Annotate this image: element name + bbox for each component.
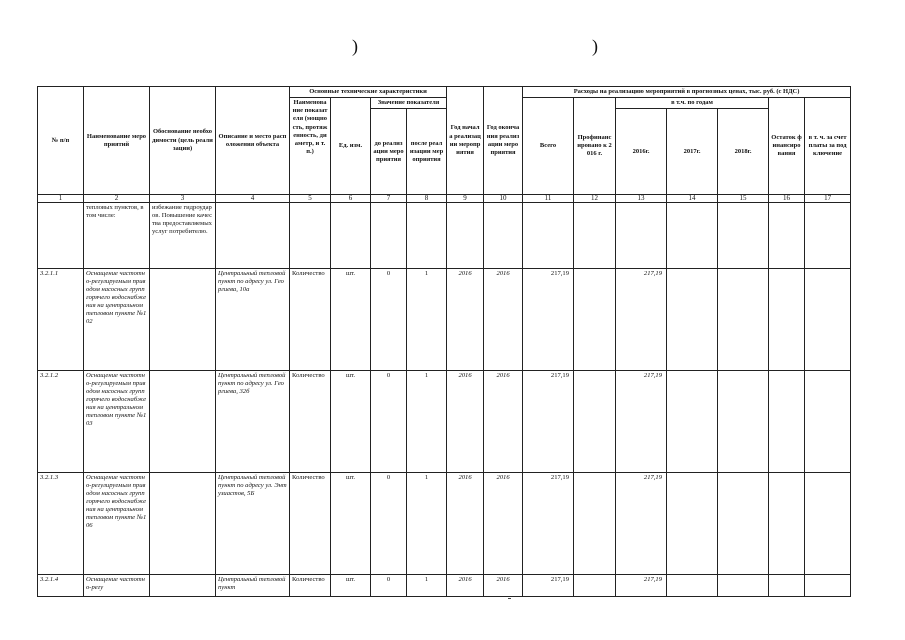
header-year-2018: 2018г. <box>718 109 769 195</box>
header-reason: Обоснование необходимости (цель реализации) <box>150 87 216 195</box>
header-name: Наименование мероприятий <box>84 87 150 195</box>
row-after: 1 <box>407 269 447 371</box>
header-year-start: Год начала реализации мероприятия <box>447 87 484 195</box>
scan-speck <box>508 598 511 599</box>
table-row <box>38 269 851 371</box>
row-name: Оснащение частотно-регулируемым приводом насосных групп горячего водоснабжения на центральном тепловом пункте №106 <box>84 473 150 575</box>
row-location: Центральный тепловой пункт по адресу ул. Георгиева, 10а <box>216 269 290 371</box>
column-number: 2 <box>84 195 150 203</box>
row-number: 3.2.1.1 <box>38 269 84 371</box>
row-year-start: 2016 <box>447 575 484 597</box>
column-number: 17 <box>805 195 851 203</box>
row-year-end: 2016 <box>484 371 523 473</box>
row-location: Центральный тепловой пункт по адресу ул. Георгиева, 32б <box>216 371 290 473</box>
row-name: Оснащение частотно-регулируемым приводом насосных групп горячего водоснабжения на центральном тепловом пункте №102 <box>84 269 150 371</box>
column-number-row <box>38 195 851 203</box>
column-number: 8 <box>407 195 447 203</box>
row-2016: 217,19 <box>616 473 667 575</box>
row-after: 1 <box>407 371 447 473</box>
continuation-row <box>38 203 851 269</box>
row-total: 217,19 <box>523 473 574 575</box>
column-number: 1 <box>38 195 84 203</box>
row-indicator: Количество <box>290 575 331 597</box>
row-year-start: 2016 <box>447 371 484 473</box>
row-year-start: 2016 <box>447 473 484 575</box>
column-number: 5 <box>290 195 331 203</box>
continuation-name: тепловых пунктов, в том числе: <box>84 203 150 269</box>
row-2016: 217,19 <box>616 575 667 597</box>
header-tech-group: Основные технические характеристики <box>290 87 447 98</box>
row-before: 0 <box>371 371 407 473</box>
row-after: 1 <box>407 575 447 597</box>
header-number: № п/п <box>38 87 84 195</box>
row-unit: шт. <box>331 371 371 473</box>
row-number: 3.2.1.4 <box>38 575 84 597</box>
row-2016: 217,19 <box>616 269 667 371</box>
row-location: Центральный тепловой пункт <box>216 575 290 597</box>
header-costs-group: Расходы на реализацию мероприятий в прогнозных ценах, тыс. руб. (с НДС) <box>523 87 851 98</box>
row-year-start: 2016 <box>447 269 484 371</box>
row-unit: шт. <box>331 575 371 597</box>
header-unit: Ед. изм. <box>331 98 371 195</box>
row-before: 0 <box>371 269 407 371</box>
row-number: 3.2.1.3 <box>38 473 84 575</box>
row-name: Оснащение частотно-регулируемым приводом насосных групп горячего водоснабжения на центральном тепловом пункте №103 <box>84 371 150 473</box>
header-location: Описание и место расположения объекта <box>216 87 290 195</box>
row-indicator: Количество <box>290 473 331 575</box>
header-value-group: Значение показателя <box>371 98 447 109</box>
column-number: 11 <box>523 195 574 203</box>
column-number: 13 <box>616 195 667 203</box>
header-year-2017: 2017г. <box>667 109 718 195</box>
row-name: Оснащение частотно-регу <box>84 575 150 597</box>
investment-table <box>37 86 851 597</box>
column-number: 10 <box>484 195 523 203</box>
table-row <box>38 371 851 473</box>
continuation-reason: избежание гидроударов. Повышение качества предоставляемых услуг потребителю. <box>150 203 216 269</box>
row-indicator: Количество <box>290 371 331 473</box>
column-number: 15 <box>718 195 769 203</box>
header-after: после реализации мероприятия <box>407 109 447 195</box>
row-indicator: Количество <box>290 269 331 371</box>
header-year-2016: 2016г. <box>616 109 667 195</box>
row-before: 0 <box>371 575 407 597</box>
row-before: 0 <box>371 473 407 575</box>
column-number: 16 <box>769 195 805 203</box>
header-before: до реализации мероприятия <box>371 109 407 195</box>
header-total: Всего <box>523 98 574 195</box>
row-2016: 217,19 <box>616 371 667 473</box>
header-years-group: в т.ч. по годам <box>616 98 769 109</box>
header-remaining: Остаток финансирования <box>769 98 805 195</box>
header-indicator: Наименование показателя (мощность, протяженность, диаметр, и т.п.) <box>290 98 331 195</box>
row-total: 217,19 <box>523 269 574 371</box>
row-year-end: 2016 <box>484 269 523 371</box>
row-total: 217,19 <box>523 371 574 473</box>
row-unit: шт. <box>331 473 371 575</box>
column-number: 12 <box>574 195 616 203</box>
header-connection-fee: в т. ч. за счет платы за подключение <box>805 98 851 195</box>
column-number: 6 <box>331 195 371 203</box>
column-number: 3 <box>150 195 216 203</box>
column-number: 7 <box>371 195 407 203</box>
column-number: 4 <box>216 195 290 203</box>
page-mark-right: ) <box>592 36 598 56</box>
header-financed: Профинансировано к 2016 г. <box>574 98 616 195</box>
row-location: Центральный тепловой пункт по адресу ул. Энтузиастов, 5Б <box>216 473 290 575</box>
row-total: 217,19 <box>523 575 574 597</box>
column-number: 14 <box>667 195 718 203</box>
row-year-end: 2016 <box>484 473 523 575</box>
column-number: 9 <box>447 195 484 203</box>
row-number: 3.2.1.2 <box>38 371 84 473</box>
header-year-end: Год окончания реализации мероприятия <box>484 87 523 195</box>
table-row <box>38 473 851 575</box>
row-unit: шт. <box>331 269 371 371</box>
table-row <box>38 575 851 597</box>
page-mark-left: ) <box>352 36 358 56</box>
row-year-end: 2016 <box>484 575 523 597</box>
row-after: 1 <box>407 473 447 575</box>
